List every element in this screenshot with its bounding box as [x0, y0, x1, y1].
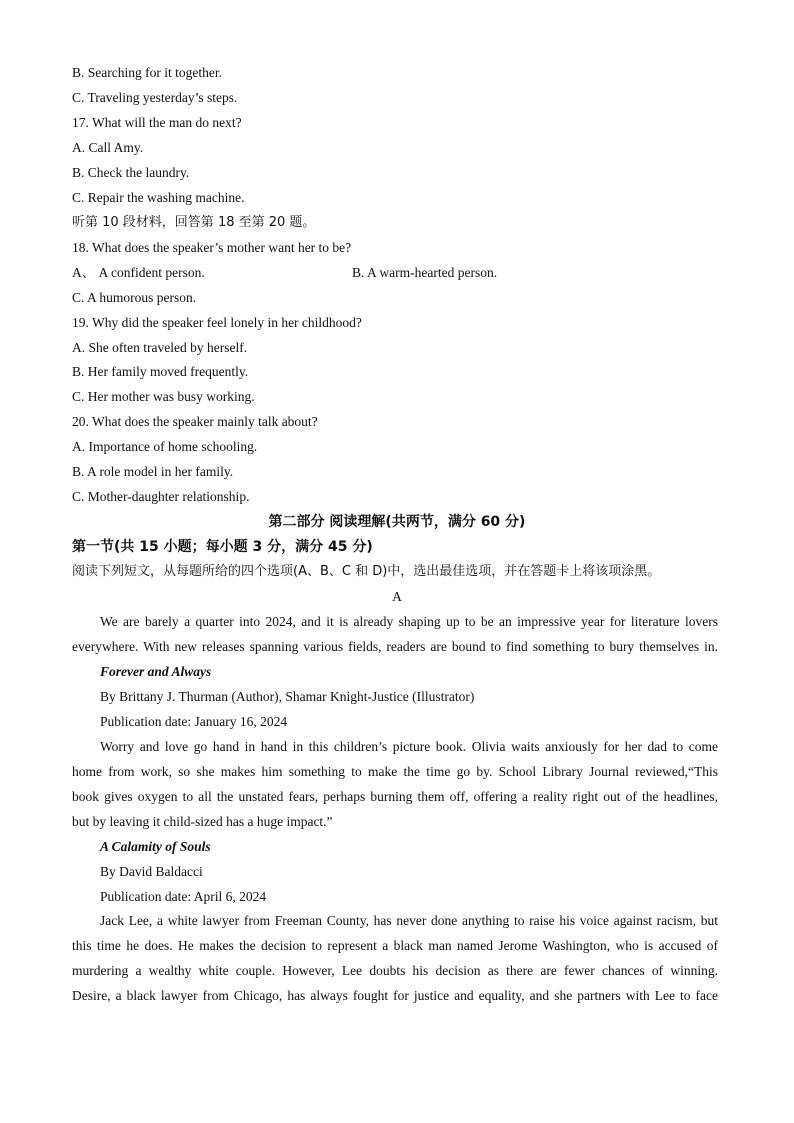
q20-option-b: B. A role model in her family. — [72, 464, 234, 479]
part2-title: 第二部分 阅读理解(共两节，满分 60 分) — [268, 514, 526, 530]
passage10-instruction: 听第 10 段材料，回答第 18 至第 20 题。 — [72, 215, 316, 230]
book1-title: Forever and Always — [100, 664, 212, 679]
passage-label: A — [392, 589, 402, 604]
book1-desc-line-4: but by leaving it child-sized has a huge impact.” — [72, 814, 333, 829]
book2-desc-line-3: murdering a wealthy white couple. However, Lee doubts his decision as there are fewer chances of winning. — [72, 963, 718, 978]
q16-option-c: C. Traveling yesterday’s steps. — [72, 90, 238, 105]
q20-option-c: C. Mother-daughter relationship. — [72, 489, 250, 504]
book1-desc-line-1: Worry and love go hand in hand in this children’s picture book. Olivia waits anxiously for her dad to come — [100, 739, 718, 754]
book2-date: Publication date: April 6, 2024 — [100, 889, 267, 904]
book2-title: A Calamity of Souls — [100, 839, 211, 854]
q17-option-b: B. Check the laundry. — [72, 165, 190, 180]
section1-title: 第一节(共 15 小题；每小题 3 分，满分 45 分) — [72, 539, 373, 555]
q18-option-a: A、 A confident person. — [72, 265, 205, 280]
q17-option-a: A. Call Amy. — [72, 140, 144, 155]
q20-question: 20. What does the speaker mainly talk about? — [72, 414, 318, 429]
book2-byline: By David Baldacci — [100, 864, 203, 879]
book1-desc-line-3: book gives oxygen to all the unstated fears, perhaps burning them off, offering a reality right out of the headlines, — [72, 789, 718, 804]
q19-option-b: B. Her family moved frequently. — [72, 364, 249, 379]
q17-question: 17. What will the man do next? — [72, 115, 242, 130]
passage-intro-line-2: everywhere. With new releases spanning various fields, readers are bound to find something to bury themselves in. — [72, 639, 718, 654]
q18-option-c: C. A humorous person. — [72, 290, 197, 305]
q17-option-c: C. Repair the washing machine. — [72, 190, 245, 205]
q16-option-b: B. Searching for it together. — [72, 65, 222, 80]
q19-option-c: C. Her mother was busy working. — [72, 389, 255, 404]
book1-byline: By Brittany J. Thurman (Author), Shamar Knight-Justice (Illustrator) — [100, 689, 475, 704]
book1-date: Publication date: January 16, 2024 — [100, 714, 288, 729]
book2-desc-line-4: Desire, a black lawyer from Chicago, has always fought for justice and equality, and she partners with Lee to face — [72, 988, 718, 1003]
book1-desc-line-2: home from work, so she makes him something to make the time go by. School Library Journal reviewed,“This — [72, 764, 718, 779]
reading-instruction: 阅读下列短文，从每题所给的四个选项(A、B、C 和 D)中，选出最佳选项，并在答题卡上将该项涂黑。 — [72, 564, 661, 579]
q20-option-a: A. Importance of home schooling. — [72, 439, 258, 454]
q18-question: 18. What does the speaker’s mother want her to be? — [72, 240, 352, 255]
q18-option-b: B. A warm-hearted person. — [352, 265, 498, 280]
passage-intro-line-1: We are barely a quarter into 2024, and it is already shaping up to be an impressive year for literature lovers — [100, 614, 718, 629]
q19-question: 19. Why did the speaker feel lonely in her childhood? — [72, 315, 362, 330]
q19-option-a: A. She often traveled by herself. — [72, 340, 248, 355]
book2-desc-line-2: this time he does. He makes the decision to represent a black man named Jerome Washington, who is accused of — [72, 938, 718, 953]
book2-desc-line-1: Jack Lee, a white lawyer from Freeman County, has never done anything to raise his voice against racism, but — [100, 913, 718, 928]
